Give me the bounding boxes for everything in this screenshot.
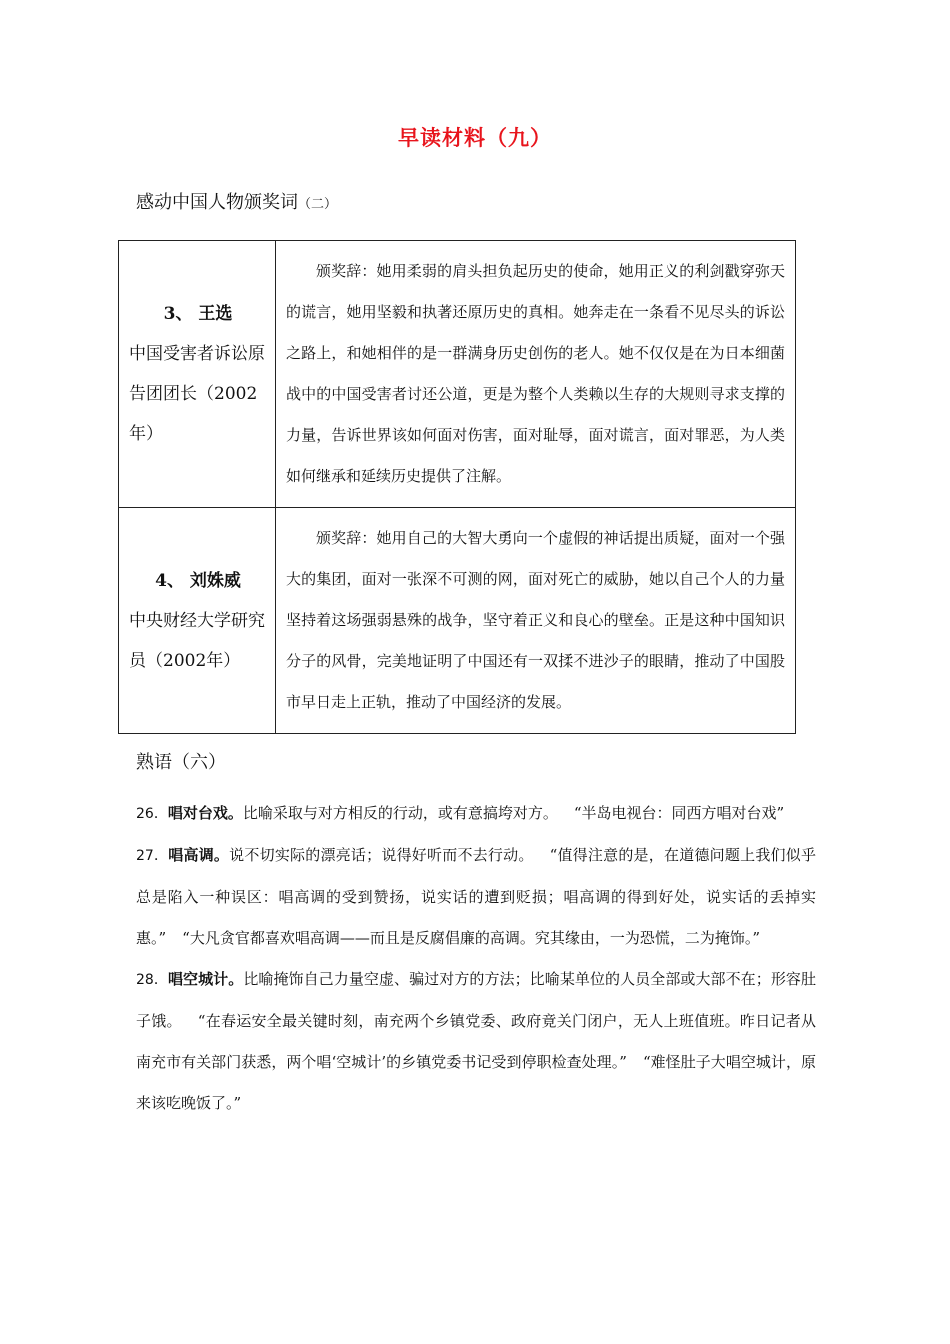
idiom-definition: 比喻掩饰自己力量空虚、骗过对方的方法；比喻某单位的人员全部或大部不在；形容肚子饿。	[136, 970, 816, 1030]
table-row	[119, 241, 796, 508]
citation-text: 颁奖辞：她用柔弱的肩头担负起历史的使命，她用正义的利剑戳穿弥天的谎言，她用坚毅和执著还原历史的真相。她奔走在一条看不见尽头的诉讼之路上，和她相伴的是一群满身历史创伤的老人。她不仅仅是在为日本细菌战中的中国受害者讨还公道，更是为整个人类赖以生存的大规则寻求支撑的力量，告诉世界该如何面对伤害，面对耻辱，面对谎言，面对罪恶，为人类如何继承和延续历史提供了注解。	[286, 262, 785, 485]
person-name: 3、 王选	[163, 304, 233, 324]
document-title: 早读材料（九）	[398, 126, 552, 150]
idiom-entry	[136, 959, 816, 1124]
idiom-term: 唱空城计。	[167, 970, 244, 988]
person-description: 中央财经大学研究员（2002年）	[129, 610, 265, 671]
idiom-number: 26．	[136, 806, 168, 822]
idiom-definition: 说不切实际的漂亮话；说得好听而不去行动。	[229, 846, 534, 864]
citation-cell	[276, 241, 796, 508]
idiom-list	[136, 793, 816, 1124]
idiom-example: “在春运安全最关键时刻，南充两个乡镇党委、政府竟关门闭户，无人上班值班。昨日记者从南充市有关部门获悉，两个唱‘空城计’的乡镇党委书记受到停职检查处理。”	[136, 1012, 816, 1071]
person-cell	[119, 508, 276, 734]
idiom-example: “大凡贪官都喜欢唱高调——而且是反腐倡廉的高调。究其缘由，一为恐慌，二为掩饰。”	[182, 929, 761, 947]
idiom-entry	[136, 793, 816, 835]
idiom-term: 唱对台戏。	[167, 804, 243, 822]
idiom-number: 28．	[136, 972, 168, 988]
idiom-definition: 比喻采取与对方相反的行动，或有意搞垮对方。	[242, 804, 558, 822]
section-heading-text: 感动中国人物颁奖词	[136, 192, 298, 213]
table-row	[119, 508, 796, 734]
person-cell	[119, 241, 276, 508]
idiom-term: 唱高调。	[168, 846, 230, 864]
person-name: 4、 刘姝威	[155, 570, 241, 591]
idiom-example: “半岛电视台：同西方唱对台戏”	[573, 804, 785, 822]
section-heading-idioms: 熟语（六）	[136, 752, 226, 773]
idiom-entry	[136, 835, 816, 959]
idiom-number: 27．	[136, 848, 169, 864]
section-heading-awards	[136, 188, 337, 214]
idiom-example: “难怪肚子大唱空城计，原来该吃晚饭了。”	[136, 1053, 817, 1112]
section-heading-note: （二）	[298, 197, 338, 212]
awards-table	[118, 240, 796, 734]
person-description: 中国受害者诉讼原告团团长（2002年）	[129, 344, 265, 444]
citation-text: 颁奖辞：她用自己的大智大勇向一个虚假的神话提出质疑，面对一个强大的集团，面对一张深不可测的网，面对死亡的威胁，她以自己个人的力量坚持着这场强弱悬殊的战争，坚守着正义和良心的壁垒。正是这种中国知识分子的风骨，完美地证明了中国还有一双揉不进沙子的眼睛，推动了中国股市早日走上正轨，推动了中国经济的发展。	[286, 529, 785, 711]
citation-cell	[276, 508, 796, 734]
idiom-example: “值得注意的是，在道德问题上我们似乎总是陷入一种误区：唱高调的受到赞扬，说实话的遭到贬损；唱高调的得到好处，说实话的丢掉实惠。”	[136, 846, 816, 947]
